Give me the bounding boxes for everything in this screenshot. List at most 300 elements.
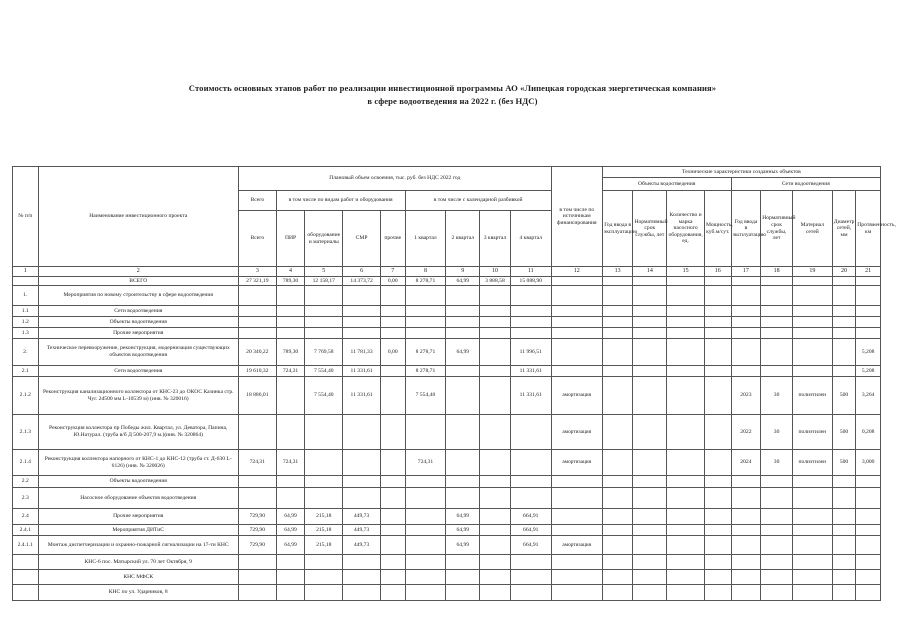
row-cell	[705, 488, 732, 509]
row-cell	[602, 415, 633, 450]
row-cell	[667, 377, 705, 415]
row-cell	[705, 450, 732, 476]
row-cell	[380, 317, 405, 328]
row-cell	[705, 509, 732, 525]
row-cell: 27 321,19	[238, 277, 276, 286]
row-cell	[380, 286, 405, 306]
row-cell	[667, 286, 705, 306]
row-cell	[380, 415, 405, 450]
row-number: 2.4	[13, 509, 39, 525]
row-cell	[792, 277, 832, 286]
row-cell: 0,208	[856, 415, 881, 450]
header-other: прочие	[380, 211, 405, 267]
row-cell	[761, 488, 793, 509]
row-cell	[705, 377, 732, 415]
column-number: 2	[38, 267, 238, 277]
table-row	[13, 306, 881, 317]
row-cell	[405, 585, 446, 601]
row-cell	[761, 286, 793, 306]
row-cell: 5,208	[856, 339, 881, 366]
row-cell	[792, 570, 832, 585]
row-cell	[602, 525, 633, 536]
row-cell	[551, 286, 602, 306]
row-cell: 729,90	[238, 536, 276, 555]
row-name: Сети водоотведения	[38, 306, 238, 317]
row-cell	[633, 286, 667, 306]
row-cell	[480, 415, 511, 450]
column-number: 15	[667, 267, 705, 277]
row-cell	[276, 415, 305, 450]
row-cell	[446, 555, 480, 570]
document-subtitle: в сфере водоотведения на 2022 г. (без НДС)	[367, 96, 538, 106]
row-cell	[667, 525, 705, 536]
header-obj-qty: Количество и марка насосного оборудования, ед.	[667, 191, 705, 267]
row-cell	[633, 476, 667, 488]
row-cell	[305, 286, 343, 306]
row-name: Реконструкция коллектора пр Победы жил. Квартал, ул. Деватора, Папина, Ю.Натурал. (труба в/б Д 500-207,9 м.)(инв. № 320864)	[38, 415, 238, 450]
row-cell	[705, 570, 732, 585]
row-cell	[792, 317, 832, 328]
row-cell	[667, 317, 705, 328]
row-cell: 8 278,71	[405, 339, 446, 366]
row-cell	[705, 328, 732, 339]
row-cell	[480, 377, 511, 415]
row-cell: 11 331,61	[343, 366, 381, 377]
row-number: 1.	[13, 286, 39, 306]
row-cell	[551, 570, 602, 585]
row-cell	[667, 415, 705, 450]
header-np: № п/п	[13, 167, 39, 267]
row-cell	[551, 555, 602, 570]
row-cell	[405, 488, 446, 509]
row-number	[13, 277, 39, 286]
column-number: 1	[13, 267, 39, 277]
row-cell: амортизация	[551, 415, 602, 450]
row-cell	[405, 317, 446, 328]
row-name: Объекты водоотведения	[38, 317, 238, 328]
row-cell	[667, 536, 705, 555]
row-cell: 724,31	[276, 450, 305, 476]
row-cell: 14 373,72	[343, 277, 381, 286]
row-cell	[731, 317, 761, 328]
row-cell	[633, 339, 667, 366]
row-cell	[832, 317, 856, 328]
row-cell	[705, 536, 732, 555]
row-cell	[832, 525, 856, 536]
row-cell	[305, 450, 343, 476]
row-cell	[731, 488, 761, 509]
column-number: 13	[602, 267, 633, 277]
row-cell	[343, 415, 381, 450]
column-number: 6	[343, 267, 381, 277]
row-cell	[633, 488, 667, 509]
row-cell: 64,99	[276, 536, 305, 555]
row-cell: 789,30	[276, 277, 305, 286]
header-net-year: Год ввода в эксплуатацию	[731, 191, 761, 267]
row-cell	[480, 306, 511, 317]
row-number: 2.1	[13, 366, 39, 377]
row-cell	[633, 509, 667, 525]
row-cell	[731, 286, 761, 306]
row-cell	[480, 525, 511, 536]
column-number: 4	[276, 267, 305, 277]
row-cell	[380, 377, 405, 415]
row-cell	[602, 509, 633, 525]
row-cell	[380, 536, 405, 555]
table-row	[13, 488, 881, 509]
row-cell	[832, 366, 856, 377]
row-cell	[551, 525, 602, 536]
row-cell: 7 769,58	[305, 339, 343, 366]
row-cell	[761, 476, 793, 488]
row-cell	[731, 476, 761, 488]
row-cell	[510, 488, 551, 509]
row-cell	[705, 415, 732, 450]
row-cell	[380, 585, 405, 601]
row-cell	[792, 286, 832, 306]
row-cell	[305, 555, 343, 570]
row-cell	[510, 570, 551, 585]
row-number: 1.1	[13, 306, 39, 317]
row-cell	[510, 555, 551, 570]
row-cell	[510, 306, 551, 317]
row-cell	[276, 585, 305, 601]
table-row	[13, 328, 881, 339]
header-pir: ПИР	[276, 211, 305, 267]
header-objects: Объекты водоотведения	[602, 178, 731, 191]
row-cell	[705, 317, 732, 328]
row-cell	[480, 509, 511, 525]
row-cell: 724,31	[276, 366, 305, 377]
row-cell	[510, 476, 551, 488]
column-number: 5	[305, 267, 343, 277]
row-cell	[602, 339, 633, 366]
row-cell: 64,99	[446, 536, 480, 555]
row-cell	[792, 585, 832, 601]
row-name: Техническое перевооружение, реконструкция, модернизация существующих объектов водоотведения	[38, 339, 238, 366]
row-cell	[667, 277, 705, 286]
row-cell	[305, 488, 343, 509]
row-cell	[792, 306, 832, 317]
row-cell	[761, 339, 793, 366]
row-name: КНС МФСК	[38, 570, 238, 585]
row-cell	[510, 317, 551, 328]
row-cell	[792, 339, 832, 366]
row-cell: 215,18	[305, 536, 343, 555]
row-cell	[405, 536, 446, 555]
row-name: Насосное оборудование объектов водоотведения	[38, 488, 238, 509]
header-net-norm: Нормативный срок службы, лет	[761, 191, 793, 267]
row-cell	[480, 450, 511, 476]
row-cell	[510, 286, 551, 306]
row-cell	[405, 570, 446, 585]
row-cell	[667, 488, 705, 509]
row-cell	[238, 286, 276, 306]
row-cell: 2022	[731, 415, 761, 450]
row-cell: 0,00	[380, 339, 405, 366]
row-cell	[667, 509, 705, 525]
row-cell	[602, 317, 633, 328]
row-cell	[380, 555, 405, 570]
row-cell: 3 888,58	[480, 277, 511, 286]
row-cell	[633, 306, 667, 317]
row-cell	[633, 317, 667, 328]
row-cell	[792, 476, 832, 488]
row-cell	[343, 328, 381, 339]
row-cell	[276, 377, 305, 415]
row-name: Сети водоотведения	[38, 366, 238, 377]
column-number: 21	[856, 267, 881, 277]
row-number: 1.2	[13, 317, 39, 328]
row-cell	[667, 366, 705, 377]
row-cell	[602, 377, 633, 415]
row-cell: амортизация	[551, 450, 602, 476]
row-cell	[832, 339, 856, 366]
row-cell	[633, 450, 667, 476]
header-net-length: Протяженность, км	[856, 191, 881, 267]
row-cell	[602, 450, 633, 476]
row-cell: 64,99	[446, 277, 480, 286]
row-cell: 215,18	[305, 525, 343, 536]
row-cell	[731, 366, 761, 377]
row-cell	[731, 555, 761, 570]
row-cell: 64,99	[276, 525, 305, 536]
column-number: 7	[380, 267, 405, 277]
row-cell: 729,90	[238, 509, 276, 525]
row-cell: 664,91	[510, 509, 551, 525]
column-number: 18	[761, 267, 793, 277]
row-cell	[832, 509, 856, 525]
row-cell: 64,99	[446, 509, 480, 525]
row-cell	[602, 476, 633, 488]
header-by-quarter: в том числе с календарной разбивкой	[405, 191, 551, 211]
row-cell	[705, 286, 732, 306]
row-cell	[480, 585, 511, 601]
row-cell	[510, 328, 551, 339]
row-cell	[405, 555, 446, 570]
header-q4: 4 квартал	[510, 211, 551, 267]
column-number: 10	[480, 267, 511, 277]
row-cell	[792, 509, 832, 525]
row-cell	[276, 570, 305, 585]
row-cell	[405, 415, 446, 450]
column-number: 8	[405, 267, 446, 277]
row-cell	[705, 476, 732, 488]
row-cell	[551, 339, 602, 366]
row-name: Прочие мероприятия	[38, 509, 238, 525]
header-name: Наименование инвестиционного проекта	[38, 167, 238, 267]
row-cell: 64,99	[446, 339, 480, 366]
header-net-diam: Диаметр сетей, мм	[832, 191, 856, 267]
row-cell	[380, 476, 405, 488]
row-cell	[480, 366, 511, 377]
row-cell	[856, 555, 881, 570]
row-number: 2.1.2	[13, 377, 39, 415]
row-cell: 0,00	[380, 277, 405, 286]
table-row	[13, 286, 881, 306]
row-cell	[667, 555, 705, 570]
row-cell	[446, 415, 480, 450]
column-number: 19	[792, 267, 832, 277]
row-name: Реконструкция коллектора напорного от КНС-1 до КНС-12 (труба ст. Д-630 L-6126) (инв. № 320026)	[38, 450, 238, 476]
row-cell: 8 278,71	[405, 277, 446, 286]
table-row	[13, 339, 881, 366]
row-cell	[761, 328, 793, 339]
row-cell	[380, 525, 405, 536]
row-cell	[510, 415, 551, 450]
row-cell	[551, 306, 602, 317]
row-cell: 724,31	[238, 450, 276, 476]
row-cell	[602, 536, 633, 555]
row-cell: 2024	[731, 450, 761, 476]
row-name: КНС-6 пос. Матырский ул. 70 лет Октября, 9	[38, 555, 238, 570]
row-cell: 449,73	[343, 536, 381, 555]
row-cell	[276, 555, 305, 570]
row-number	[13, 555, 39, 570]
row-cell	[832, 570, 856, 585]
row-cell	[480, 317, 511, 328]
row-cell	[856, 525, 881, 536]
row-cell	[480, 488, 511, 509]
row-cell: 215,18	[305, 509, 343, 525]
header-net-material: Материал сетей	[792, 191, 832, 267]
table-row	[13, 570, 881, 585]
row-number: 2.2	[13, 476, 39, 488]
table-row	[13, 317, 881, 328]
row-cell	[480, 570, 511, 585]
row-cell	[761, 555, 793, 570]
row-cell: полиэтилен	[792, 450, 832, 476]
row-cell: 30	[761, 415, 793, 450]
header-by-type: в том числе по видам работ и оборудования	[276, 191, 405, 211]
table-row	[13, 476, 881, 488]
row-cell	[792, 536, 832, 555]
row-cell	[551, 277, 602, 286]
row-number: 2.	[13, 339, 39, 366]
row-cell	[446, 476, 480, 488]
row-cell	[276, 328, 305, 339]
row-number: 2.1.3	[13, 415, 39, 450]
table-row	[13, 555, 881, 570]
row-cell	[856, 328, 881, 339]
header-tech: Технические характеристики созданных объектов	[602, 167, 880, 178]
row-cell	[856, 306, 881, 317]
row-cell	[633, 277, 667, 286]
row-name: Мероприятия по новому строительству в сфере водоотведения	[38, 286, 238, 306]
row-cell	[480, 286, 511, 306]
row-cell	[446, 450, 480, 476]
row-cell	[343, 555, 381, 570]
row-cell	[343, 488, 381, 509]
row-cell	[633, 377, 667, 415]
row-cell	[405, 306, 446, 317]
row-cell	[602, 366, 633, 377]
row-cell	[551, 509, 602, 525]
row-cell: 30	[761, 450, 793, 476]
row-name: Объекты водоотведения	[38, 476, 238, 488]
column-number: 12	[551, 267, 602, 277]
row-cell: 11 331,61	[343, 377, 381, 415]
row-name: Прочие мероприятия	[38, 328, 238, 339]
row-cell	[761, 570, 793, 585]
column-number: 9	[446, 267, 480, 277]
row-cell: полиэтилен	[792, 415, 832, 450]
row-cell	[856, 277, 881, 286]
header-q2: 2 квартал	[446, 211, 480, 267]
table-row	[13, 277, 881, 286]
row-cell	[238, 328, 276, 339]
row-cell	[380, 328, 405, 339]
column-number: 14	[633, 267, 667, 277]
column-number-row	[13, 267, 881, 277]
row-cell	[856, 286, 881, 306]
row-cell	[405, 525, 446, 536]
row-cell	[761, 525, 793, 536]
row-cell	[832, 585, 856, 601]
header-networks: Сети водоотведения	[731, 178, 880, 191]
row-cell	[667, 450, 705, 476]
row-cell	[276, 306, 305, 317]
row-cell	[551, 328, 602, 339]
row-cell	[343, 585, 381, 601]
row-cell	[446, 317, 480, 328]
row-cell	[667, 476, 705, 488]
row-cell: 20 340,22	[238, 339, 276, 366]
row-cell	[832, 328, 856, 339]
row-cell	[551, 317, 602, 328]
row-cell	[633, 366, 667, 377]
row-cell: 449,73	[343, 525, 381, 536]
header-plan: Плановый объем освоения, тыс. руб. без НДС 2022 год	[238, 167, 551, 191]
row-cell: 30	[761, 377, 793, 415]
row-cell: 12 158,17	[305, 277, 343, 286]
row-cell	[856, 476, 881, 488]
header-smr: СМР	[343, 211, 381, 267]
row-cell: амортизация	[551, 536, 602, 555]
row-cell	[276, 476, 305, 488]
row-cell	[731, 570, 761, 585]
row-cell	[633, 570, 667, 585]
row-cell	[602, 488, 633, 509]
row-name: КНС по ул. Ударников, 8	[38, 585, 238, 601]
row-number: 1.3	[13, 328, 39, 339]
document-title: Стоимость основных этапов работ по реализации инвестиционной программы АО «Липецкая городская энергетическая компания»	[188, 83, 717, 93]
row-cell: 500	[832, 377, 856, 415]
row-cell	[405, 509, 446, 525]
row-cell	[551, 476, 602, 488]
row-cell	[856, 317, 881, 328]
row-cell	[705, 277, 732, 286]
row-cell	[633, 525, 667, 536]
row-cell: 664,91	[510, 525, 551, 536]
row-cell	[792, 488, 832, 509]
row-cell: 5,208	[856, 366, 881, 377]
row-cell	[602, 286, 633, 306]
row-cell	[446, 570, 480, 585]
row-cell: 64,99	[446, 525, 480, 536]
header-vsego: Всего	[238, 211, 276, 267]
row-number: 2.4.1.1	[13, 536, 39, 555]
column-number: 3	[238, 267, 276, 277]
row-cell	[446, 306, 480, 317]
row-cell	[731, 585, 761, 601]
row-cell	[480, 555, 511, 570]
row-cell	[305, 328, 343, 339]
row-cell	[238, 585, 276, 601]
row-cell	[380, 366, 405, 377]
row-cell	[551, 366, 602, 377]
row-cell	[633, 415, 667, 450]
